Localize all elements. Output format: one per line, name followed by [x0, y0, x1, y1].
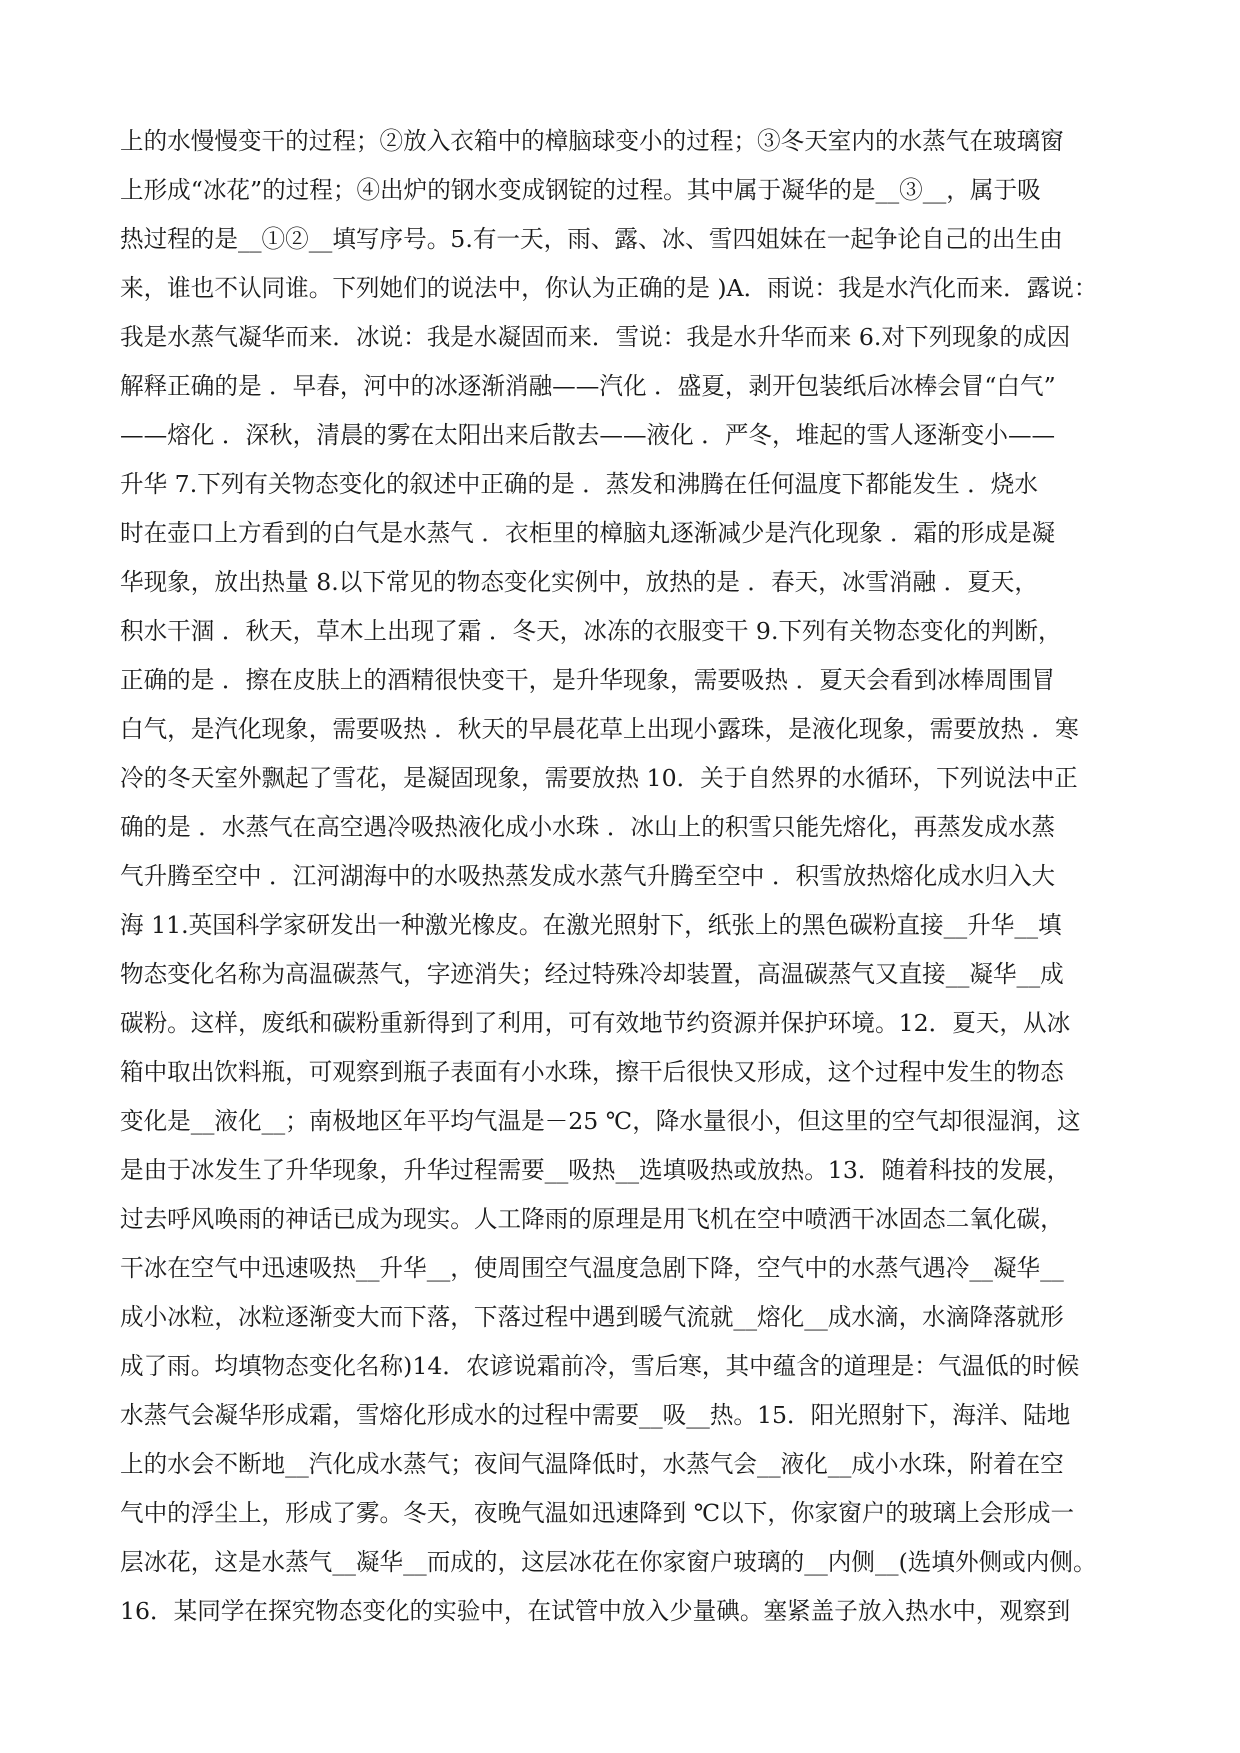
- text-line: 确的是 ．水蒸气在高空遇冷吸热液化成小水珠 ．冰山上的积雪只能先熔化，再蒸发成水蒸: [120, 813, 1056, 841]
- text-line: 来，谁也不认同谁。下列她们的说法中，你认为正确的是 )A．雨说：我是水汽化而来．露说：: [120, 274, 1098, 302]
- text-line: 海 11.英国科学家研发出一种激光橡皮。在激光照射下，纸张上的黑色碳粉直接__升华__填: [120, 911, 1062, 939]
- text-line: 成了雨。均填物态变化名称)14．农谚说霜前冷，雪后寒，其中蕴含的道理是：气温低的时候: [120, 1352, 1080, 1380]
- text-line: 干冰在空气中迅速吸热__升华__，使周围空气温度急剧下降，空气中的水蒸气遇冷__凝华__: [120, 1254, 1064, 1282]
- text-line: 积水干涸 ．秋天，草木上出现了霜 ．冬天，冰冻的衣服变干 9.下列有关物态变化的判断，: [120, 617, 1062, 645]
- text-line: 白气，是汽化现象，需要吸热 ．秋天的早晨花草上出现小露珠，是液化现象，需要放热 ．寒: [120, 715, 1079, 743]
- text-line: 升华 7.下列有关物态变化的叙述中正确的是 ．蒸发和沸腾在任何温度下都能发生 ．烧水: [120, 470, 1038, 498]
- text-line: 变化是__液化__；南极地区年平均气温是－25 ℃，降水量很小，但这里的空气却很湿润，这: [120, 1107, 1081, 1135]
- text-line: 层冰花，这是水蒸气__凝华__而成的，这层冰花在你家窗户玻璃的__内侧__(选填外侧或内侧。: [120, 1548, 1097, 1576]
- text-line: 成小冰粒，冰粒逐渐变大而下落，下落过程中遇到暖气流就__熔化__成水滴，水滴降落就形: [120, 1303, 1064, 1331]
- text-line: 箱中取出饮料瓶，可观察到瓶子表面有小水珠，擦干后很快又形成，这个过程中发生的物态: [120, 1058, 1064, 1086]
- text-line: 我是水蒸气凝华而来．冰说：我是水凝固而来．雪说：我是水升华而来 6.对下列现象的成因: [120, 323, 1071, 351]
- text-line: ——熔化 ．深秋，清晨的雾在太阳出来后散去——液化 ．严冬，堆起的雪人逐渐变小——: [120, 421, 1056, 449]
- text-line: 上的水慢慢变干的过程；②放入衣箱中的樟脑球变小的过程；③冬天室内的水蒸气在玻璃窗: [120, 127, 1064, 155]
- text-line: 过去呼风唤雨的神话已成为现实。人工降雨的原理是用飞机在空中喷洒干冰固态二氧化碳，: [120, 1205, 1064, 1233]
- text-line: 16．某同学在探究物态变化的实验中，在试管中放入少量碘。塞紧盖子放入热水中，观察到: [120, 1597, 1071, 1625]
- text-line: 是由于冰发生了升华现象，升华过程需要__吸热__选填吸热或放热。13．随着科技的发展，: [120, 1156, 1071, 1184]
- text-line: 水蒸气会凝华形成霜，雪熔化形成水的过程中需要__吸__热。15．阳光照射下，海洋、陆地: [120, 1401, 1071, 1429]
- text-line: 华现象，放出热量 8.以下常见的物态变化实例中，放热的是 ．春天，冰雪消融 ．夏天，: [120, 568, 1038, 596]
- text-line: 物态变化名称为高温碳蒸气，字迹消失；经过特殊冷却装置，高温碳蒸气又直接__凝华__成: [120, 960, 1064, 988]
- text-line: 气升腾至空中 ．江河湖海中的水吸热蒸发成水蒸气升腾至空中 ．积雪放热熔化成水归入大: [120, 862, 1056, 890]
- text-line: 正确的是 ．擦在皮肤上的酒精很快变干，是升华现象，需要吸热 ．夏天会看到冰棒周围冒: [120, 666, 1056, 694]
- text-line: 冷的冬天室外飘起了雪花，是凝固现象，需要放热 10．关于自然界的水循环，下列说法中正: [120, 764, 1078, 792]
- text-line: 上形成“冰花”的过程；④出炉的钢水变成钢锭的过程。其中属于凝华的是__③__，属于吸: [120, 176, 1041, 204]
- body-text: [120, 117, 1120, 1636]
- text-line: 解释正确的是 ．早春，河中的冰逐渐消融——汽化 ．盛夏，剥开包装纸后冰棒会冒“白气”: [120, 372, 1056, 400]
- text-line: 上的水会不断地__汽化成水蒸气；夜间气温降低时，水蒸气会__液化__成小水珠，附着在空: [120, 1450, 1064, 1478]
- text-line: 时在壶口上方看到的白气是水蒸气 ．衣柜里的樟脑丸逐渐减少是汽化现象 ．霜的形成是凝: [120, 519, 1056, 547]
- text-line: 碳粉。这样，废纸和碳粉重新得到了利用，可有效地节约资源并保护环境。12．夏天，从冰: [120, 1009, 1071, 1037]
- text-line: 气中的浮尘上，形成了雾。冬天，夜晚气温如迅速降到 ℃以下，你家窗户的玻璃上会形成一: [120, 1499, 1075, 1527]
- text-line: 热过程的是__①②__填写序号。5.有一天，雨、露、冰、雪四姐妹在一起争论自己的出生由: [120, 225, 1063, 253]
